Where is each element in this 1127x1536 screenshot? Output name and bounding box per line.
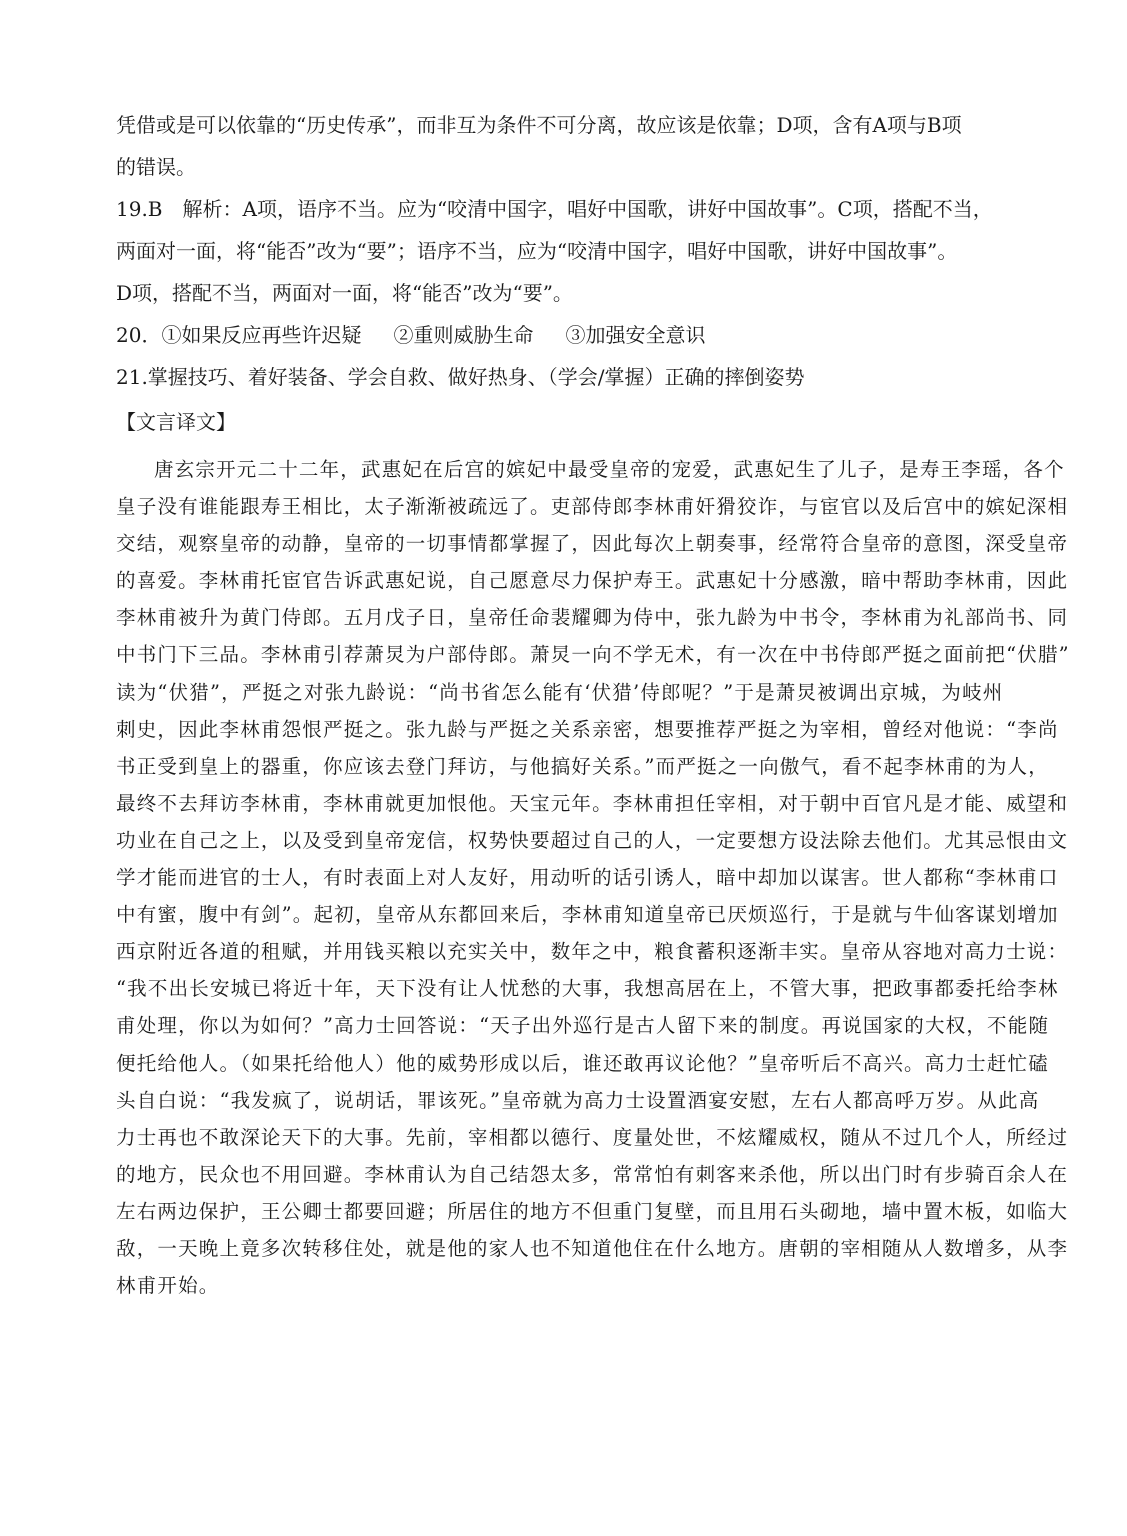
text-line: 书正受到皇上的器重，你应该去登门拜访，与他搞好关系。”而严挺之一向傲气，看不起李林甫的为人， xyxy=(116,754,1049,778)
translation-paragraph xyxy=(116,451,1070,1304)
text-line: 头自白说：“我发疯了，说胡话，罪该死。”皇帝就为高力士设置酒宴安慰，左右人都高呼万岁。从此高 xyxy=(116,1088,1040,1112)
text-line: 中书门下三品。李林甫引荐萧炅为户部侍郎。萧炅一向不学无术，有一次在中书侍郎严挺之面前把“伏腊” xyxy=(116,643,1070,667)
answer-19 xyxy=(116,188,1036,314)
text-line: “我不出长安城已将近十年，天下没有让人忧愁的大事，我想高居在上，不管大事，把政事都委托给李林 xyxy=(116,977,1059,1001)
text-line: 两面对一面，将“能否”改为“要”；语序不当，应为“咬清中国字，唱好中国歌，讲好中国故事”。 xyxy=(116,239,958,263)
text-line: 左右两边保护，王公卿士都要回避；所居住的地方不但重门复壁，而且用石头砌地，墙中置木板，如临大 xyxy=(116,1199,1069,1223)
document-page xyxy=(116,104,1070,1304)
text-line: 功业在自己之上，以及受到皇帝宠信，权势快要超过自己的人，一定要想方设法除去他们。尤其忌恨由文 xyxy=(116,828,1069,852)
text-line: 皇子没有谁能跟寿王相比，太子渐渐被疏远了。吏部侍郎李林甫奸猾狡诈，与宦官以及后宫中的嫔妃深相 xyxy=(116,495,1069,519)
text-line: 刺史，因此李林甫怨恨严挺之。张九龄与严挺之关系亲密，想要推荐严挺之为宰相，曾经对他说：“李尚 xyxy=(116,717,1059,741)
answer-item: ③加强安全意识 xyxy=(565,323,706,347)
question-number: 20． xyxy=(116,323,162,347)
text-line: 中有蜜，腹中有剑”。起初，皇帝从东都回来后，李林甫知道皇帝已厌烦巡行，于是就与牛仙客谋划增加 xyxy=(116,903,1059,927)
text-line: 凭借或是可以依靠的“历史传承”，而非互为条件不可分离，故应该是依靠；D项，含有A项与B项 xyxy=(116,113,962,137)
text-line: 学才能而进官的士人，有时表面上对人友好，用动听的话引诱人，暗中却加以谋害。世人都称“李林甫口 xyxy=(116,866,1059,890)
text-line: 西京附近各道的租赋，并用钱买粮以充实关中，数年之中，粮食蓄积逐渐丰实。皇帝从容地对高力士说： xyxy=(116,940,1069,964)
text-line: 敌，一天晚上竟多次转移住处，就是他的家人也不知道他住在什么地方。唐朝的宰相随从人数增多，从李 xyxy=(116,1236,1069,1260)
previous-answer-continuation xyxy=(116,104,1036,188)
answer-item: ①如果反应再些许迟疑 xyxy=(161,323,362,347)
text-line: 甫处理，你以为如何？”高力士回答说：“天子出外巡行是古人留下来的制度。再说国家的大权，不能随 xyxy=(116,1014,1050,1038)
text-line: 的喜爱。李林甫托宦官告诉武惠妃说，自己愿意尽力保护寿王。武惠妃十分感激，暗中帮助李林甫，因此 xyxy=(116,569,1069,593)
text-line: D项，搭配不当，两面对一面，将“能否”改为“要”。 xyxy=(116,281,573,305)
text-line: 李林甫被升为黄门侍郎。五月戊子日，皇帝任命裴耀卿为侍中，张九龄为中书令，李林甫为礼部尚书、同 xyxy=(116,606,1069,630)
answer-20 xyxy=(116,314,1036,356)
text-line: 林甫开始。 xyxy=(116,1274,220,1298)
text-line: 的错误。 xyxy=(116,155,196,179)
text-line: 唐玄宗开元二十二年，武惠妃在后宫的嫔妃中最受皇帝的宠爱，武惠妃生了儿子，是寿王李瑶，各个 xyxy=(154,458,1065,481)
answer-21: 21.掌握技巧、着好装备、学会自救、做好热身、（学会/掌握）正确的摔倒姿势 xyxy=(116,365,805,389)
section-title: 【文言译文】 xyxy=(116,410,236,434)
text-line: 便托给他人。（如果托给他人）他的威势形成以后，谁还敢再议论他？”皇帝听后不高兴。高力士赶忙磕 xyxy=(116,1051,1049,1075)
text-line: 最终不去拜访李林甫，李林甫就更加恨他。天宝元年。李林甫担任宰相，对于朝中百官凡是才能、威望和 xyxy=(116,791,1069,815)
text-line: 交结，观察皇帝的动静，皇帝的一切事情都掌握了，因此每次上朝奏事，经常符合皇帝的意图，深受皇帝 xyxy=(116,532,1069,556)
answer-item: ②重则威胁生命 xyxy=(393,323,534,347)
text-line: 读为“伏猎”，严挺之对张九龄说：“尚书省怎么能有‘伏猎’侍郎呢？”于是萧炅被调出京城，为岐州 xyxy=(116,680,1004,704)
text-line: 19.B 解析：A项，语序不当。应为“咬清中国字，唱好中国歌，讲好中国故事”。C项，搭配不当， xyxy=(116,197,993,221)
text-line: 力士再也不敢深论天下的大事。先前，宰相都以德行、度量处世，不炫耀威权，随从不过几个人，所经过 xyxy=(116,1125,1069,1149)
text-line: 的地方，民众也不用回避。李林甫认为自己结怨太多，常常怕有刺客来杀他，所以出门时有步骑百余人在 xyxy=(116,1162,1069,1186)
